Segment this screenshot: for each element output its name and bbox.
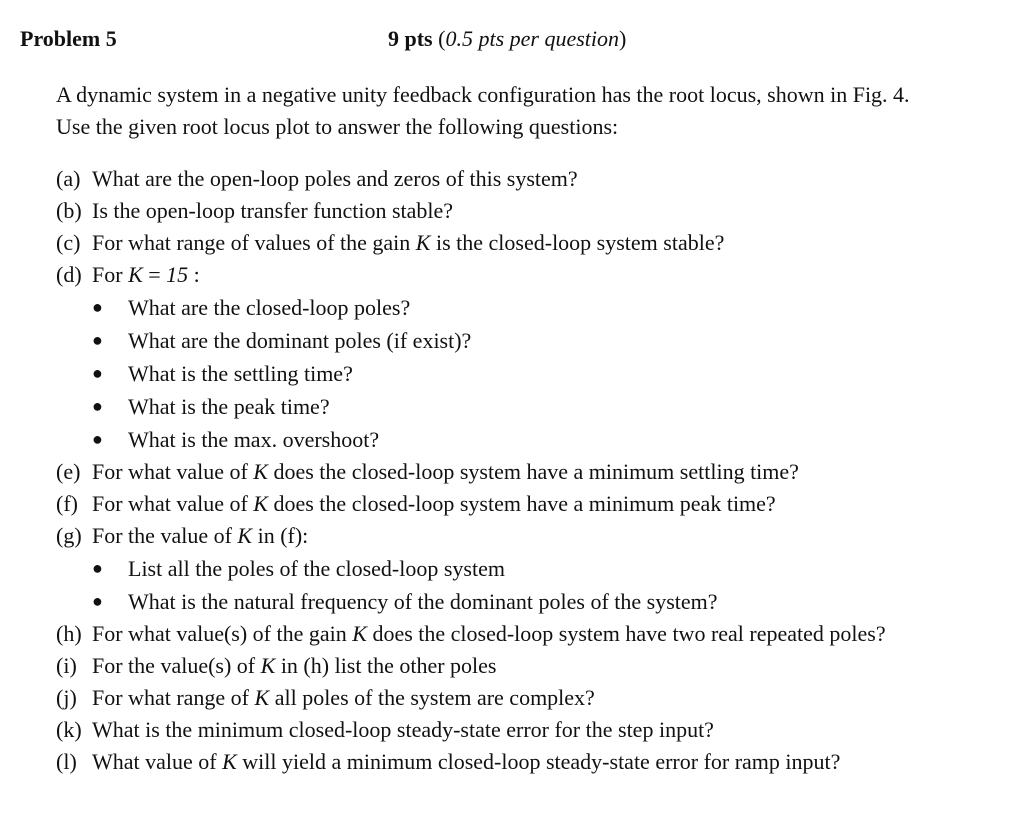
question-text-post: does the closed-loop system have a minimum peak time? <box>267 491 776 516</box>
bullet-icon: ● <box>92 591 103 611</box>
question-text-post: in (f): <box>252 523 309 548</box>
question-j <box>56 682 1016 714</box>
sub-question-text: What is the natural frequency of the dominant poles of the system? <box>128 589 718 614</box>
bullet-icon: ● <box>92 297 103 317</box>
question-text-pre: What value of <box>92 749 223 774</box>
bullet-icon: ● <box>92 558 103 578</box>
sub-question-d-4 <box>56 390 1016 423</box>
sub-question-d-3 <box>56 357 1016 390</box>
question-a <box>56 163 1016 195</box>
sub-question-text: What are the dominant poles (if exist)? <box>128 328 472 353</box>
question-text-post: all poles of the system are complex? <box>269 685 595 710</box>
sub-question-g-1 <box>56 552 1016 585</box>
question-text-post: in (h) list the other poles <box>275 653 497 678</box>
sub-question-text: What is the max. overshoot? <box>128 427 380 452</box>
intro-line-2: Use the given root locus plot to answer the following questions: <box>56 114 619 139</box>
question-text-pre: For what range of values of the gain <box>92 230 416 255</box>
question-text: Is the open-loop transfer function stable? <box>92 198 454 223</box>
question-i <box>56 650 1016 682</box>
question-f <box>56 488 1016 520</box>
question-text-post: does the closed-loop system have a minimum settling time? <box>267 459 799 484</box>
question-label: (a) <box>56 166 81 191</box>
gain-variable: K <box>253 491 268 516</box>
points-open-paren: ( <box>432 26 446 51</box>
question-text-pre: For <box>92 262 129 287</box>
question-text-pre: For the value of <box>92 523 238 548</box>
gain-variable: K <box>260 653 276 678</box>
points-info <box>388 26 626 52</box>
gain-value: 15 <box>166 262 189 287</box>
gain-variable: K <box>222 749 237 774</box>
bullet-icon: ● <box>92 330 103 350</box>
sub-question-text: What is the settling time? <box>128 361 353 386</box>
bullet-icon: ● <box>92 429 103 449</box>
gain-variable: K <box>237 523 253 548</box>
gain-variable: K <box>128 262 143 287</box>
points-close-paren: ) <box>619 26 627 51</box>
question-text: What are the open-loop poles and zeros of this system? <box>92 166 578 191</box>
question-text-post: will yield a minimum closed-loop steady-state error for ramp input? <box>236 749 841 774</box>
question-c <box>56 227 1016 259</box>
question-text-pre: For what range of <box>92 685 255 710</box>
question-label: (l) <box>56 749 77 774</box>
question-h <box>56 618 1016 650</box>
sub-question-d-1 <box>56 291 1016 324</box>
question-label: (h) <box>56 621 82 646</box>
question-text-pre: For what value of <box>92 459 254 484</box>
question-b <box>56 195 1016 227</box>
gain-variable: K <box>254 685 270 710</box>
question-e <box>56 456 1016 488</box>
sub-question-d-2 <box>56 324 1016 357</box>
question-text-post: : <box>188 262 200 287</box>
question-label: (j) <box>56 685 77 710</box>
bullet-icon: ● <box>92 396 103 416</box>
sub-question-text: What are the closed-loop poles? <box>128 295 411 320</box>
question-label: (d) <box>56 262 82 287</box>
sub-question-d-5 <box>56 423 1016 456</box>
equals-sign: = <box>142 262 167 287</box>
question-l <box>56 746 1016 778</box>
sub-question-g-2 <box>56 585 1016 618</box>
gain-variable: K <box>415 230 431 255</box>
question-list <box>56 163 1016 778</box>
points-detail: 0.5 pts per question <box>445 26 620 51</box>
question-d <box>56 259 1016 291</box>
question-label: (i) <box>56 653 77 678</box>
question-text-post: is the closed-loop system stable? <box>430 230 725 255</box>
question-text: What is the minimum closed-loop steady-state error for the step input? <box>92 717 714 742</box>
points-value: 9 pts <box>388 26 433 51</box>
sub-question-text: What is the peak time? <box>128 394 330 419</box>
question-label: (e) <box>56 459 81 484</box>
question-text-pre: For what value of <box>92 491 254 516</box>
question-g <box>56 520 1016 552</box>
gain-variable: K <box>352 621 367 646</box>
sub-question-text: List all the poles of the closed-loop system <box>128 556 505 581</box>
question-label: (f) <box>56 491 78 516</box>
question-label: (b) <box>56 198 82 223</box>
question-text-pre: For the value(s) of <box>92 653 261 678</box>
gain-variable: K <box>253 459 268 484</box>
question-text-post: does the closed-loop system have two real repeated poles? <box>366 621 886 646</box>
question-label: (k) <box>56 717 82 742</box>
question-k <box>56 714 1016 746</box>
question-label: (c) <box>56 230 81 255</box>
question-label: (g) <box>56 523 82 548</box>
question-text-pre: For what value(s) of the gain <box>92 621 353 646</box>
problem-title: Problem 5 <box>20 26 117 51</box>
problem-intro <box>56 79 1016 143</box>
bullet-icon: ● <box>92 363 103 383</box>
intro-line-1: A dynamic system in a negative unity feedback configuration has the root locus, shown in Fig. 4. <box>56 82 910 107</box>
